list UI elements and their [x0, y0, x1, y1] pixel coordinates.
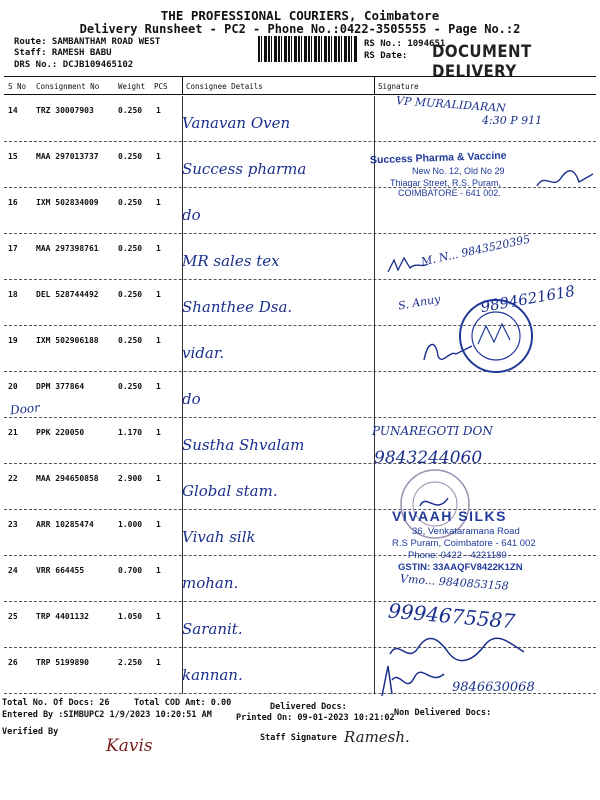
row-consignee-handwritten: Sustha Shvalam: [182, 436, 305, 454]
col-weight: Weight: [118, 82, 146, 91]
row-pcs: 1: [156, 382, 161, 391]
row-weight: 0.250: [118, 244, 143, 253]
row-weight: 0.250: [118, 290, 143, 299]
row-weight: 1.000: [118, 520, 143, 529]
table-row: [0, 464, 600, 510]
delivered-docs: Delivered Docs:: [270, 702, 347, 712]
row-pcs: 1: [156, 290, 161, 299]
vivaah-silks-stamp-gstin: GSTIN: 33AAQFV8422K1ZN: [398, 562, 523, 573]
vivaah-silks-stamp-phone: Phone: 0422 - 4221180: [408, 550, 507, 561]
row-weight: 0.700: [118, 566, 143, 575]
signature-row-18-name: S. Anuy: [397, 292, 442, 313]
route-label: Route: SAMBANTHAM ROAD WEST: [14, 37, 161, 47]
row-pcs: 1: [156, 658, 161, 667]
row-sno: 26: [8, 658, 18, 667]
success-pharma-stamp-city: COIMBATORE - 641 002.: [398, 188, 501, 198]
row-consignment-no: VRR 664455: [36, 566, 85, 575]
col-sno: S No: [8, 82, 27, 91]
drs-number: DRS No.: DCJB109465102: [14, 60, 134, 70]
barcode: [258, 36, 358, 62]
total-cod: Total COD Amt: 0.00: [134, 698, 232, 708]
row-consignee-handwritten: do: [182, 390, 201, 408]
signature-row-17: M. N... 9843520395: [419, 232, 532, 269]
row-weight: 1.170: [118, 428, 143, 437]
success-pharma-stamp-street: Thiagar Street, R.S. Puram,: [390, 178, 502, 188]
signature-row-24: Vmo... 9840853158: [399, 572, 510, 593]
signature-row-21-phone: 9843244060: [374, 448, 483, 468]
row-consignee-handwritten: Vivah silk: [182, 528, 256, 546]
row-weight: 0.250: [118, 106, 143, 115]
rs-number: RS No.: 1094651: [364, 39, 446, 49]
row-consignee-handwritten: Success pharma: [182, 160, 307, 178]
row-consignee-handwritten: vidar.: [182, 344, 225, 362]
signature-row-25-phone: 9994675587: [387, 598, 517, 634]
verified-by-label: Verified By: [2, 727, 59, 737]
row-weight: 0.250: [118, 336, 143, 345]
row-sno: 16: [8, 198, 18, 207]
row-sno: 17: [8, 244, 18, 253]
row-pcs: 1: [156, 566, 161, 575]
document-title: THE PROFESSIONAL COURIERS, Coimbatore: [160, 8, 440, 23]
signature-row-14-time: 4:30 P 911: [482, 114, 543, 127]
document-delivery-stamp: DOCUMENT DELIVERY: [432, 42, 532, 82]
row-pcs: 1: [156, 612, 161, 621]
table-row: [0, 372, 600, 418]
row-weight: 2.250: [118, 658, 143, 667]
column-divider: [374, 96, 375, 694]
row-sno: 23: [8, 520, 18, 529]
verified-by-signature: Kavis: [106, 736, 153, 756]
row-sno: 24: [8, 566, 18, 575]
column-divider: [182, 96, 183, 694]
row-weight: 0.250: [118, 198, 143, 207]
row-pcs: 1: [156, 474, 161, 483]
row-sno: 15: [8, 152, 18, 161]
col-consignee: Consignee Details: [186, 82, 263, 91]
row-consignment-no: MAA 297013737: [36, 152, 99, 161]
row-consignee-handwritten: mohan.: [182, 574, 239, 592]
row-sno: 22: [8, 474, 18, 483]
signature-row-21-name: PUNAREGOTI DON: [372, 424, 493, 438]
row-sno: 14: [8, 106, 18, 115]
entered-by: Entered By :SIMBUPC2 1/9/2023 10:20:51 AM: [2, 710, 212, 720]
row-consignee-handwritten: Vanavan Oven: [182, 114, 291, 132]
col-signature: Signature: [378, 82, 419, 91]
staff-label: Staff: RAMESH BABU: [14, 48, 112, 58]
row-consignment-no: DPM 377864: [36, 382, 85, 391]
row-sno: 18: [8, 290, 18, 299]
vivaah-silks-stamp-city: R.S Puram, Coimbatore - 641 002: [392, 538, 536, 549]
table-row: [0, 418, 600, 464]
col-consignment: Consignment No: [36, 82, 100, 91]
margin-note: Door: [9, 400, 41, 418]
rs-date: RS Date:: [364, 51, 408, 61]
row-pcs: 1: [156, 198, 161, 207]
table-row: [0, 142, 600, 188]
signature-row-26-scribble: [378, 660, 448, 700]
signature-row-19: [420, 330, 480, 370]
row-consignment-no: MAA 297398761: [36, 244, 99, 253]
row-consignee-handwritten: Saranit.: [182, 620, 243, 638]
col-divider: [374, 77, 375, 94]
row-sno: 25: [8, 612, 18, 621]
row-weight: 0.250: [118, 152, 143, 161]
table-top-border: [4, 76, 596, 77]
row-pcs: 1: [156, 336, 161, 345]
row-sno: 19: [8, 336, 18, 345]
row-consignee-handwritten: kannan.: [182, 666, 243, 684]
row-consignee-handwritten: MR sales tex: [182, 252, 280, 270]
staff-signature: Ramesh.: [344, 728, 410, 746]
row-consignment-no: IXM 502834009: [36, 198, 99, 207]
row-sno: 20: [8, 382, 18, 391]
signature-row-15: [535, 168, 595, 192]
row-consignee-handwritten: do: [182, 206, 201, 224]
row-consignment-no: TRP 4401132: [36, 612, 89, 621]
non-delivered-docs: Non Delivered Docs:: [394, 708, 492, 718]
row-consignee-handwritten: Global stam.: [182, 482, 278, 500]
row-consignee-handwritten: Shanthee Dsa.: [182, 298, 293, 316]
signature-row-26-phone: 9846630068: [452, 680, 535, 695]
signature-row-18-phone: 9894621618: [479, 281, 577, 317]
vivaah-silks-stamp-name: VIVAAH SILKS: [392, 508, 507, 524]
row-pcs: 1: [156, 244, 161, 253]
row-consignment-no: TRP 5199890: [36, 658, 89, 667]
total-docs: Total No. Of Docs: 26: [2, 698, 110, 708]
row-pcs: 1: [156, 106, 161, 115]
row-consignment-no: DEL 528744492: [36, 290, 99, 299]
staff-signature-label: Staff Signature: [260, 733, 337, 743]
runsheet-subtitle: Delivery Runsheet - PC2 - Phone No.:0422-3505555 - Page No.:2: [79, 22, 521, 36]
row-consignment-no: TRZ 30007903: [36, 106, 94, 115]
col-pcs: PCS: [154, 82, 168, 91]
row-consignment-no: IXM 502906188: [36, 336, 99, 345]
printed-on: Printed On: 09-01-2023 10:21:02: [236, 713, 395, 723]
row-consignment-no: ARR 10285474: [36, 520, 94, 529]
vivaah-silks-stamp-address: 36, Venkataramana Road: [412, 526, 520, 537]
row-pcs: 1: [156, 428, 161, 437]
table-row: [0, 188, 600, 234]
row-weight: 0.250: [118, 382, 143, 391]
row-weight: 2.900: [118, 474, 143, 483]
success-pharma-stamp-name: Success Pharma & Vaccine: [369, 149, 507, 167]
table-header-border: [4, 94, 596, 95]
row-sno: 21: [8, 428, 18, 437]
row-weight: 1.050: [118, 612, 143, 621]
row-consignment-no: MAA 294650858: [36, 474, 99, 483]
row-pcs: 1: [156, 152, 161, 161]
signature-row-14: VP MURALIDARAN: [395, 94, 507, 115]
success-pharma-stamp-address: New No. 12, Old No 29: [412, 166, 505, 176]
col-divider: [182, 77, 183, 94]
row-consignment-no: PPK 220050: [36, 428, 85, 437]
row-pcs: 1: [156, 520, 161, 529]
